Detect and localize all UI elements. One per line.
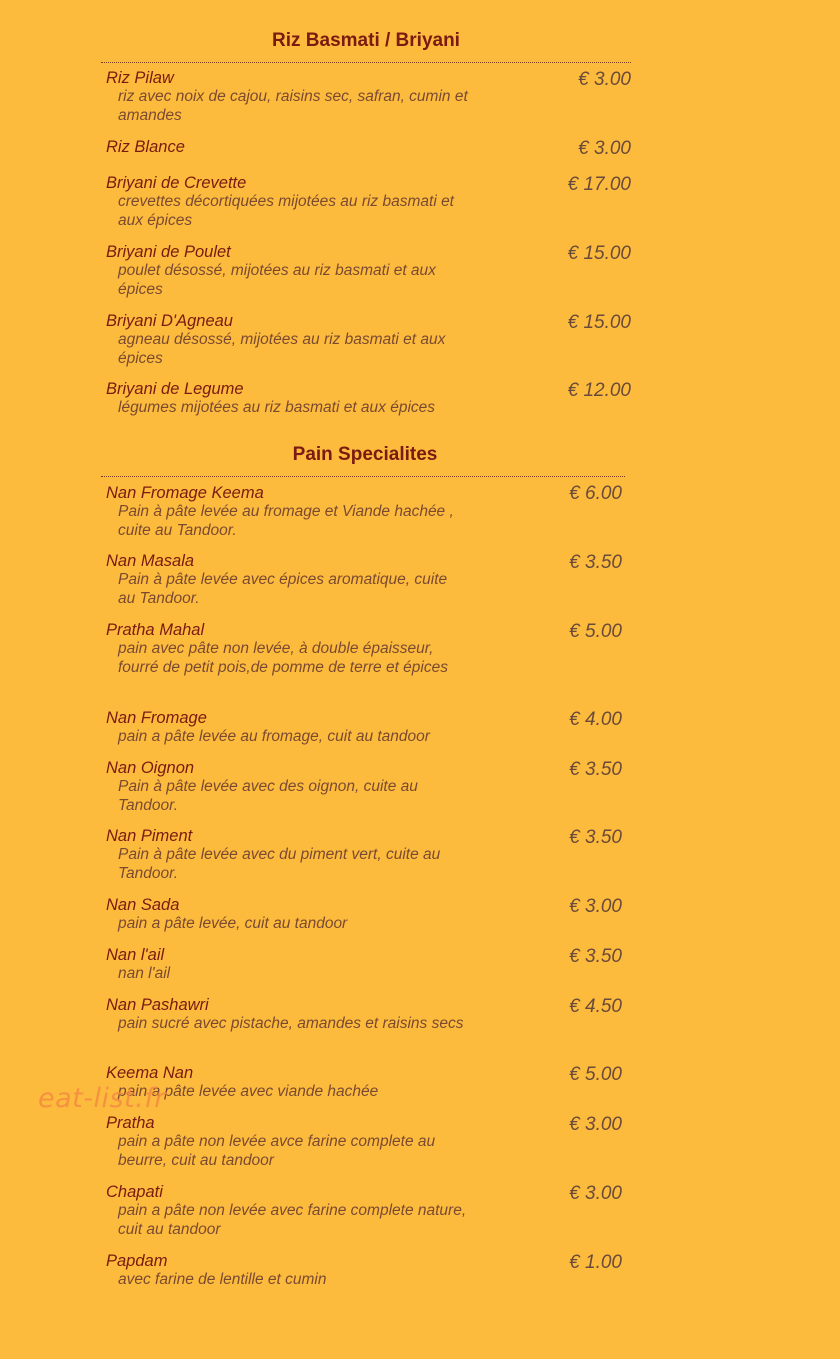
item-description: Pain à pâte levée au fromage et Viande hachée , cuite au Tandoor. xyxy=(118,503,454,539)
item-name: Chapati xyxy=(106,1183,163,1201)
item-price: € 4.00 xyxy=(569,709,622,730)
item-price: € 3.50 xyxy=(569,552,622,573)
section-divider xyxy=(101,476,625,477)
item-description: pain a pâte levée, cuit au tandoor xyxy=(118,915,348,932)
item-price: € 3.00 xyxy=(569,1114,622,1135)
item-name: Nan Sada xyxy=(106,896,180,914)
item-price: € 5.00 xyxy=(569,1064,622,1085)
item-name: Keema Nan xyxy=(106,1064,194,1082)
item-name: Briyani de Poulet xyxy=(106,243,231,261)
item-price: € 3.00 xyxy=(569,1183,622,1204)
item-name: Pratha xyxy=(106,1114,155,1132)
item-name: Briyani D'Agneau xyxy=(106,312,233,330)
item-description: pain a pâte non levée avec farine complete nature, cuit au tandoor xyxy=(118,1202,467,1238)
item-description: légumes mijotées au riz basmati et aux épices xyxy=(118,399,436,416)
item-price: € 6.00 xyxy=(569,483,622,504)
item-name: Nan Oignon xyxy=(106,759,195,777)
item-description: riz avec noix de cajou, raisins sec, safran, cumin et amandes xyxy=(118,88,468,124)
item-name: Briyani de Crevette xyxy=(106,174,247,192)
item-price: € 15.00 xyxy=(567,312,631,333)
item-price: € 3.00 xyxy=(569,896,622,917)
item-name: Nan Masala xyxy=(106,552,195,570)
item-price: € 4.50 xyxy=(569,996,622,1017)
item-name: Briyani de Legume xyxy=(106,380,244,398)
section-divider xyxy=(101,62,631,63)
item-description: Pain à pâte levée avec des oignon, cuite au Tandoor. xyxy=(118,778,418,814)
item-description: crevettes décortiquées mijotées au riz basmati et aux épices xyxy=(118,193,454,229)
item-name: Nan Pashawri xyxy=(106,996,209,1014)
item-price: € 3.50 xyxy=(569,946,622,967)
item-price: € 15.00 xyxy=(567,243,631,264)
item-description: avec farine de lentille et cumin xyxy=(118,1271,327,1288)
item-description: Pain à pâte levée avec épices aromatique, cuite au Tandoor. xyxy=(118,571,448,607)
item-price: € 3.50 xyxy=(569,759,622,780)
section-title: Pain Specialites xyxy=(292,444,438,465)
item-price: € 12.00 xyxy=(567,380,631,401)
item-price: € 5.00 xyxy=(569,621,622,642)
item-description: pain sucré avec pistache, amandes et raisins secs xyxy=(118,1015,464,1032)
item-name: Nan l'ail xyxy=(106,946,165,964)
item-name: Nan Fromage xyxy=(106,709,207,727)
item-price: € 3.00 xyxy=(578,69,631,90)
item-description: nan l'ail xyxy=(118,965,171,982)
item-description: pain a pâte levée au fromage, cuit au tandoor xyxy=(118,728,430,745)
item-name: Nan Fromage Keema xyxy=(106,484,264,502)
section-title: Riz Basmati / Briyani xyxy=(272,30,460,51)
item-price: € 3.00 xyxy=(578,138,631,159)
item-price: € 17.00 xyxy=(567,174,631,195)
item-name: Papdam xyxy=(106,1252,168,1270)
item-description: Pain à pâte levée avec du piment vert, cuite au Tandoor. xyxy=(118,846,441,882)
item-name: Riz Pilaw xyxy=(106,69,174,87)
item-name: Pratha Mahal xyxy=(106,621,205,639)
item-price: € 3.50 xyxy=(569,827,622,848)
item-name: Nan Piment xyxy=(106,827,193,845)
item-description: poulet désossé, mijotées au riz basmati et aux épices xyxy=(118,262,436,298)
watermark: eat-list.fr xyxy=(38,1083,166,1114)
item-description: pain a pâte levée avec viande hachée xyxy=(118,1083,379,1100)
item-price: € 1.00 xyxy=(569,1252,622,1273)
item-description: agneau désossé, mijotées au riz basmati et aux épices xyxy=(118,331,446,367)
item-name: Riz Blance xyxy=(106,138,185,156)
item-description: pain avec pâte non levée, à double épaisseur, fourré de petit pois,de pomme de terre et épices xyxy=(118,640,448,676)
item-description: pain a pâte non levée avce farine complete au beurre, cuit au tandoor xyxy=(118,1133,436,1169)
